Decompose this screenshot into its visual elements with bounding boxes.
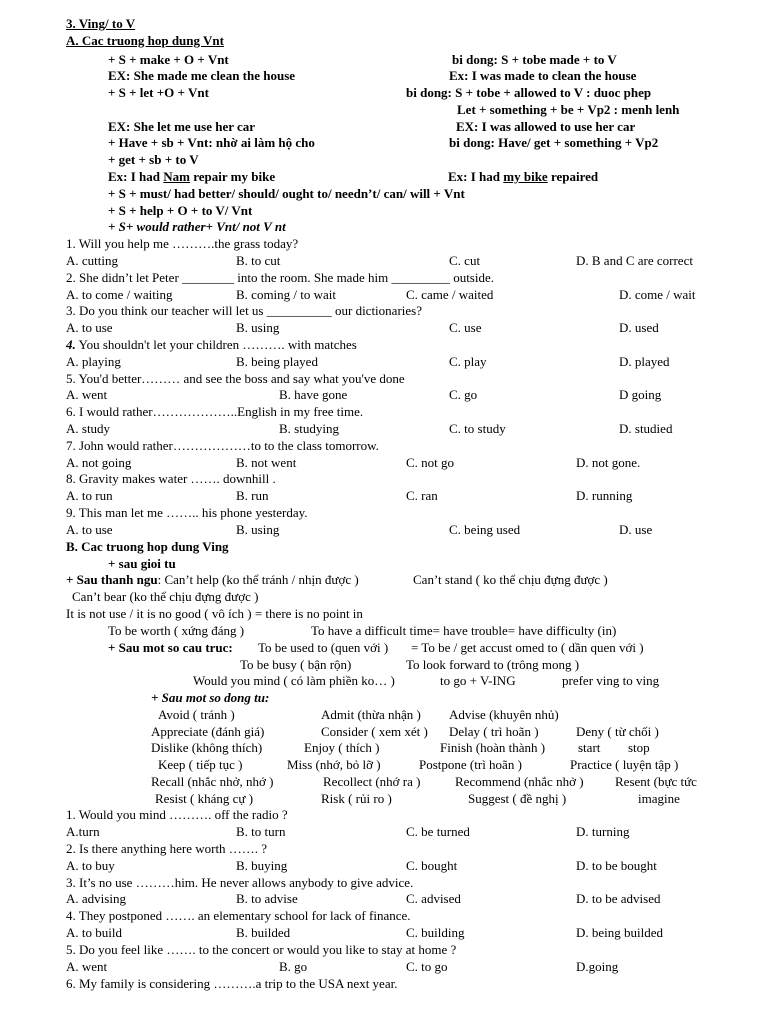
rule-get: + get + sb + to V <box>108 152 199 167</box>
question: 9. This man let me …….. his phone yesterday. <box>66 505 308 520</box>
option-a: A. advising <box>66 891 126 906</box>
example-have-passive: Ex: I had my bike repaired <box>448 169 599 184</box>
question: 1. Will you help me ……….the grass today? <box>66 236 299 251</box>
verb-item: Resent (bực tức <box>615 774 697 789</box>
option-b: B. studying <box>279 421 339 436</box>
option-d: D. studied <box>619 421 673 436</box>
verb-item: Resist ( kháng cự ) <box>155 791 254 806</box>
verb-item: Delay ( trì hoãn ) <box>449 724 539 739</box>
verb-item: stop <box>628 740 650 755</box>
option-c: C. play <box>449 354 487 369</box>
option-c: C. bought <box>406 858 458 873</box>
rule-let: + S + let +O + Vnt <box>108 85 209 100</box>
rule-let-passive: bi dong: S + tobe + allowed to V : duoc phep <box>406 85 652 100</box>
option-d: D. played <box>619 354 670 369</box>
option-d: D. being builded <box>576 925 664 940</box>
structure-used-to: To be used to (quen với ) <box>258 640 389 655</box>
structure-prefer: prefer ving to ving <box>562 673 660 688</box>
example-make: EX: She made me clean the house <box>108 68 296 83</box>
section-a-heading: A. Cac truong hop dung Vnt <box>66 33 224 48</box>
option-c: C. ran <box>406 488 438 503</box>
structure-busy: To be busy ( bận rộn) <box>240 657 352 672</box>
option-b: B. run <box>236 488 269 503</box>
option-d: D going <box>619 387 662 402</box>
verb-item: Consider ( xem xét ) <box>321 724 428 739</box>
option-d: D. used <box>619 320 659 335</box>
option-d: D. running <box>576 488 633 503</box>
verb-item: Advise (khuyên nhủ) <box>449 707 559 722</box>
option-a: A. to run <box>66 488 113 503</box>
option-b: B. being played <box>236 354 318 369</box>
option-c: C. advised <box>406 891 461 906</box>
option-a: A. not going <box>66 455 132 470</box>
option-b: B. using <box>236 320 280 335</box>
option-b: B. to advise <box>236 891 298 906</box>
example-let: EX: She let me use her car <box>108 119 256 134</box>
option-a: A. to buy <box>66 858 115 873</box>
option-c: C. being used <box>449 522 521 537</box>
option-c: C. to go <box>406 959 448 974</box>
option-c: C. came / waited <box>406 287 494 302</box>
option-b: B. using <box>236 522 280 537</box>
verb-item: Keep ( tiếp tục ) <box>158 757 243 772</box>
question: 4. You shouldn't let your children ………. with matches <box>66 337 357 352</box>
example-have: Ex: I had Nam repair my bike <box>108 169 276 184</box>
question: 2. Is there anything here worth ……. ? <box>66 841 268 856</box>
option-a: A.turn <box>66 824 100 839</box>
section-b-heading: B. Cac truong hop dung Ving <box>66 539 229 554</box>
idiom-cant-bear: Can’t bear (ko thể chịu đựng được ) <box>72 589 259 604</box>
option-d: D. to be bought <box>576 858 657 873</box>
verb-item: Recall (nhắc nhở, nhớ ) <box>151 774 274 789</box>
verb-item: Practice ( luyện tập ) <box>570 757 679 772</box>
question: 3. It’s no use ………him. He never allows anybody to give advice. <box>66 875 414 890</box>
structure-go-ving: to go + V-ING <box>440 673 516 688</box>
verb-item: Risk ( rủi ro ) <box>321 791 392 806</box>
option-d: D. come / wait <box>619 287 696 302</box>
option-d: D.going <box>576 959 619 974</box>
rule-would-rather: + S+ would rather+ Vnt/ not V nt <box>108 219 286 234</box>
option-d: D. use <box>619 522 653 537</box>
option-b: B. to turn <box>236 824 286 839</box>
after-preposition: + sau gioi tu <box>108 556 176 571</box>
verb-item: imagine <box>638 791 680 806</box>
structure-look-forward: To look forward to (trông mong ) <box>406 657 580 672</box>
structure-line: + Sau mot so cau truc: <box>108 640 233 655</box>
question: 8. Gravity makes water ……. downhill . <box>66 471 276 486</box>
verb-item: Deny ( từ chối ) <box>576 724 659 739</box>
option-b: B. builded <box>236 925 291 940</box>
rule-make-passive: bi dong: S + tobe made + to V <box>452 52 617 67</box>
option-c: C. go <box>449 387 478 402</box>
question: 5. You'd better……… and see the boss and say what you've done <box>66 371 405 386</box>
verb-item: Admit (thừa nhận ) <box>321 707 421 722</box>
idiom-no-use: It is not use / it is no good ( vô ích ) = there is no point in <box>66 606 363 621</box>
example-let-passive: EX: I was allowed to use her car <box>456 119 636 134</box>
verb-item: Enjoy ( thích ) <box>304 740 380 755</box>
question: 3. Do you think our teacher will let us __________ our dictionaries? <box>66 303 422 318</box>
question: 4. They postponed ……. an elementary school for lack of finance. <box>66 908 411 923</box>
verb-item: Recollect (nhớ ra ) <box>323 774 421 789</box>
verb-item: Appreciate (đánh giá) <box>151 724 265 739</box>
question: 7. John would rather………………to to the class tomorrow. <box>66 438 379 453</box>
option-c: C. to study <box>449 421 506 436</box>
option-c: C. use <box>449 320 482 335</box>
idiom-cant-stand: Can’t stand ( ko thể chịu đựng được ) <box>413 572 608 587</box>
rule-have-passive: bi dong: Have/ get + something + Vp2 <box>449 135 659 150</box>
verb-item: Suggest ( đề nghị ) <box>468 791 567 806</box>
option-a: A. went <box>66 959 108 974</box>
option-c: C. cut <box>449 253 481 268</box>
option-b: B. to cut <box>236 253 281 268</box>
verb-item: Avoid ( tránh ) <box>158 707 235 722</box>
option-d: D. to be advised <box>576 891 661 906</box>
option-b: B. not went <box>236 455 297 470</box>
option-c: C. not go <box>406 455 455 470</box>
verbs-heading: + Sau mot so dong tu: <box>151 690 270 705</box>
option-a: A. went <box>66 387 108 402</box>
question: 2. She didn’t let Peter ________ into the room. She made him _________ outside. <box>66 270 494 285</box>
structure-accustomed: = To be / get accust omed to ( dần quen với ) <box>411 640 644 655</box>
option-a: A. to build <box>66 925 122 940</box>
verb-item: Recommend (nhắc nhở ) <box>455 774 584 789</box>
verb-item: start <box>578 740 601 755</box>
idiom-line: + Sau thanh ngu: Can’t help (ko thể tránh / nhịn được ) <box>66 572 359 587</box>
option-d: D. turning <box>576 824 630 839</box>
rule-make: + S + make + O + Vnt <box>108 52 229 67</box>
verb-item: Dislike (không thích) <box>151 740 263 755</box>
rule-let-command: Let + something + be + Vp2 : menh lenh <box>457 102 680 117</box>
structure-would-you-mind: Would you mind ( có làm phiền ko… ) <box>193 673 395 688</box>
option-a: A. to use <box>66 522 113 537</box>
question: 6. My family is considering ……….a trip to the USA next year. <box>66 976 398 991</box>
option-a: A. to use <box>66 320 113 335</box>
question: 5. Do you feel like ……. to the concert or would you like to stay at home ? <box>66 942 457 957</box>
rule-modals: + S + must/ had better/ should/ ought to/ needn’t/ can/ will + Vnt <box>108 186 465 201</box>
option-b: B. coming / to wait <box>236 287 337 302</box>
example-make-passive: Ex: I was made to clean the house <box>449 68 637 83</box>
option-a: A. study <box>66 421 111 436</box>
question: 6. I would rather………………..English in my free time. <box>66 404 364 419</box>
verb-item: Finish (hoàn thành ) <box>440 740 546 755</box>
option-b: B. have gone <box>279 387 348 402</box>
question: 1. Would you mind ………. off the radio ? <box>66 807 288 822</box>
option-d: D. not gone. <box>576 455 641 470</box>
option-b: B. buying <box>236 858 288 873</box>
verb-item: Miss (nhớ, bỏ lỡ ) <box>287 757 381 772</box>
verb-item: Postpone (trì hoãn ) <box>419 757 522 772</box>
idiom-worth: To be worth ( xứng đáng ) <box>108 623 245 638</box>
idiom-difficult: To have a difficult time= have trouble= have difficulty (in) <box>311 623 617 638</box>
rule-help: + S + help + O + to V/ Vnt <box>108 203 253 218</box>
option-d: D. B and C are correct <box>576 253 693 268</box>
option-a: A. cutting <box>66 253 118 268</box>
option-c: C. building <box>406 925 465 940</box>
section-heading: 3. Ving/ to V <box>66 16 136 31</box>
option-a: A. to come / waiting <box>66 287 173 302</box>
rule-have: + Have + sb + Vnt: nhờ ai làm hộ cho <box>108 135 315 150</box>
option-a: A. playing <box>66 354 121 369</box>
option-b: B. go <box>279 959 308 974</box>
option-c: C. be turned <box>406 824 470 839</box>
